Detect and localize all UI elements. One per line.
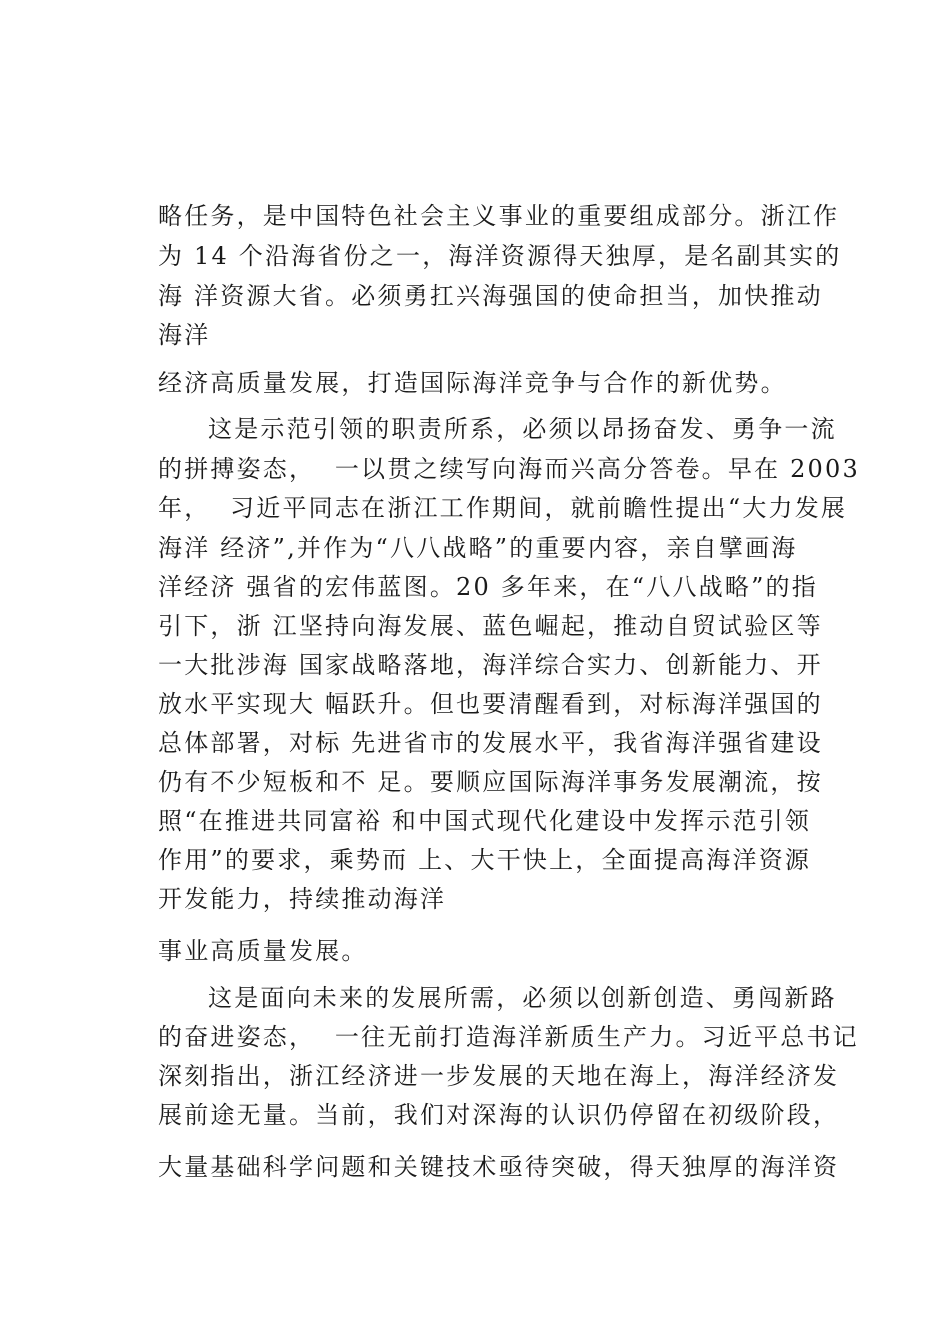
text-line: 的奋进姿态， 一往无前打造海洋新质生产力。习近平总书记 xyxy=(158,1023,859,1051)
text-line: 海洋 经济”,并作为“八八战略”的重要内容，亲自擘画海 xyxy=(158,534,798,562)
text-line: 引下，浙 江坚持向海发展、蓝色崛起，推动自贸试验区等 xyxy=(158,612,823,640)
text-line: 为 14 个沿海省份之一，海洋资源得天独厚，是名副其实的 xyxy=(158,242,842,270)
text-line: 海 洋资源大省。必须勇扛兴海强国的使命担当，加快推动 xyxy=(158,282,823,310)
text-line: 作用”的要求，乘势而 上、大干快上，全面提高海洋资源 xyxy=(158,846,812,874)
text-line: 事业高质量发展。 xyxy=(158,937,368,965)
text-line: 的拼搏姿态， 一以贯之续写向海而兴高分答卷。早在 2003 xyxy=(158,455,860,483)
text-line: 展前途无量。当前，我们对深海的认识仍停留在初级阶段， xyxy=(158,1101,840,1129)
text-line: 放水平实现大 幅跃升。但也要清醒看到，对标海洋强国的 xyxy=(158,690,823,718)
text-line: 照“在推进共同富裕 和中国式现代化建设中发挥示范引领 xyxy=(158,807,812,835)
text-line: 略任务，是中国特色社会主义事业的重要组成部分。浙江作 xyxy=(158,202,840,230)
text-line: 开发能力，持续推动海洋 xyxy=(158,885,447,913)
text-line: 经济高质量发展，打造国际海洋竞争与合作的新优势。 xyxy=(158,369,787,397)
text-line: 深刻指出，浙江经济进一步发展的天地在海上，海洋经济发 xyxy=(158,1062,840,1090)
text-line: 年， 习近平同志在浙江工作期间，就前瞻性提出“大力发展 xyxy=(158,494,848,522)
text-line: 大量基础科学问题和关键技术亟待突破，得天独厚的海洋资 xyxy=(158,1153,840,1181)
paragraph-first-line: 这是面向未来的发展所需，必须以创新创造、勇闯新路 xyxy=(208,984,837,1012)
text-line: 仍有不少短板和不 足。要顺应国际海洋事务发展潮流，按 xyxy=(158,768,823,796)
paragraph-first-line: 这是示范引领的职责所系，必须以昂扬奋发、勇争一流 xyxy=(208,415,837,443)
text-line: 总体部署，对标 先进省市的发展水平，我省海洋强省建设 xyxy=(158,729,823,757)
text-line: 一大批涉海 国家战略落地，海洋综合实力、创新能力、开 xyxy=(158,651,823,679)
text-line: 海洋 xyxy=(158,321,211,349)
text-line: 洋经济 强省的宏伟蓝图。20 多年来，在“八八战略”的指 xyxy=(158,573,818,601)
